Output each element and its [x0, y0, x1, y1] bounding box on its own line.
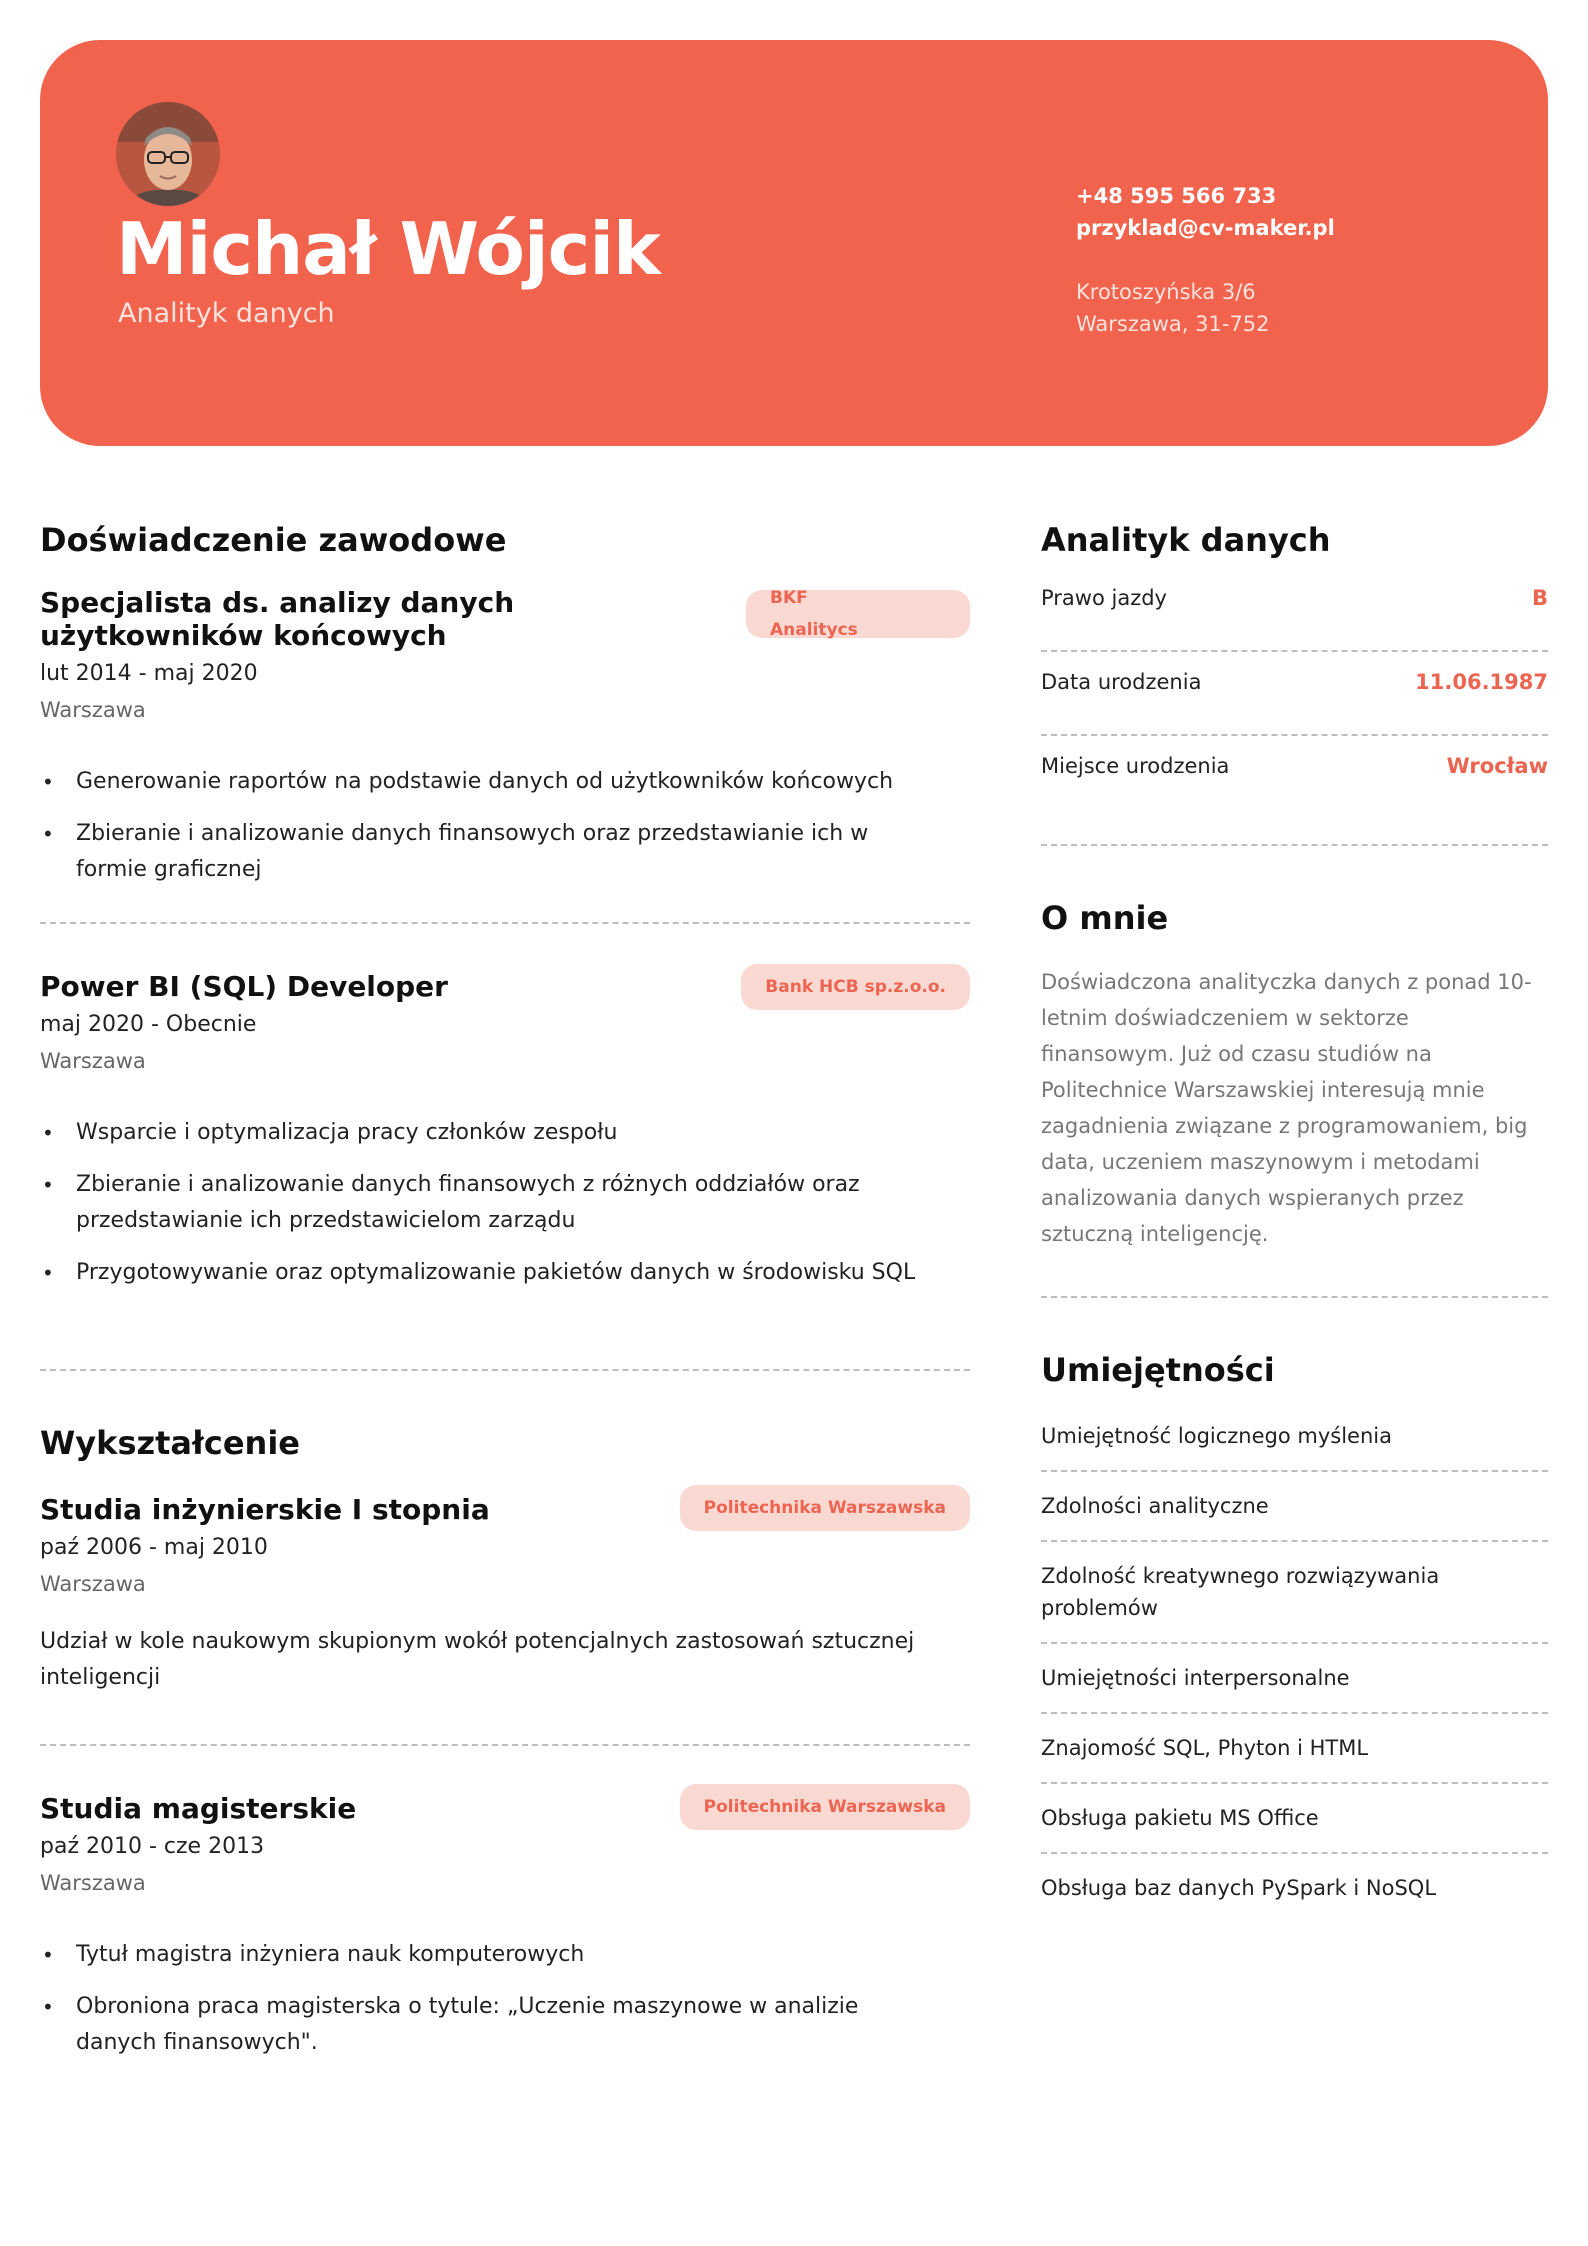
job-dates: lut 2014 - maj 2020 — [40, 661, 258, 686]
education-place: Warszawa — [40, 1572, 146, 1596]
school-badge: Politechnika Warszawska — [680, 1485, 970, 1531]
skill-item: Obsługa baz danych PySpark i NoSQL — [1041, 1876, 1437, 1900]
list-item: • Zbieranie i analizowanie danych finansowych z różnych oddziałów oraz przedstawianie ich przedstawicielom zarządu — [40, 1167, 970, 1239]
info-label: Miejsce urodzenia — [1041, 754, 1230, 778]
education-bullets — [40, 1937, 970, 2061]
school-badge: Politechnika Warszawska — [680, 1784, 970, 1830]
list-item: • Generowanie raportów na podstawie danych od użytkowników końcowych — [40, 764, 970, 800]
info-row — [1041, 736, 1548, 846]
avatar — [116, 102, 220, 206]
job-title: Specjalista ds. analizy danych użytkowników końcowych — [40, 586, 515, 652]
education-place: Warszawa — [40, 1871, 146, 1895]
education-entry — [40, 1493, 970, 1696]
divider — [40, 922, 970, 924]
company-badge: BKF Analitycs — [746, 590, 970, 638]
education-title: Studia magisterskie — [40, 1792, 357, 1825]
experience-section-title: Doświadczenie zawodowe — [40, 521, 507, 559]
right-column — [1041, 520, 1548, 1922]
job-dates: maj 2020 - Obecnie — [40, 1012, 257, 1037]
info-value: 11.06.1987 — [1415, 670, 1548, 694]
list-item: • Wsparcie i optymalizacja pracy członków zespołu — [40, 1115, 970, 1151]
header-banner — [40, 40, 1548, 446]
about-section-title: O mnie — [1041, 899, 1169, 937]
info-label: Data urodzenia — [1041, 670, 1202, 694]
skill-item: Znajomość SQL, Phyton i HTML — [1041, 1714, 1548, 1784]
personal-info-list — [1041, 568, 1548, 846]
list-item: • Obroniona praca magisterska o tytule: „Uczenie maszynowe w analizie danych finansowych". — [40, 1989, 970, 2061]
education-section-title: Wykształcenie — [40, 1424, 300, 1462]
email-address[interactable]: przyklad@cv-maker.pl — [1076, 216, 1335, 240]
personal-section-title: Analityk danych — [1041, 521, 1331, 559]
person-name: Michał Wójcik — [116, 207, 660, 291]
job-entry — [40, 586, 970, 888]
education-title: Studia inżynierskie I stopnia — [40, 1493, 490, 1526]
divider — [1041, 1296, 1548, 1298]
job-place: Warszawa — [40, 698, 146, 722]
info-value: B — [1531, 586, 1548, 610]
about-text: Doświadczona analityczka danych z ponad 10-letnim doświadczeniem w sektorze finansowym. Już od czasu studiów na Politechnice Warszawskiej interesują mnie zagadnienia związane z programowaniem, big data, uczeniem maszynowym i metodami analizowania danych wspieranych przez sztuczną inteligencję. — [1041, 970, 1532, 1246]
education-dates: paź 2006 - maj 2010 — [40, 1535, 268, 1560]
job-entry — [40, 970, 970, 1291]
divider — [40, 1744, 970, 1746]
company-badge: Bank HCB sp.z.o.o. — [741, 964, 970, 1010]
skills-list — [1041, 1402, 1548, 1922]
address-line-2: Warszawa, 31-752 — [1076, 312, 1270, 336]
info-row — [1041, 568, 1548, 652]
education-dates: paź 2010 - cze 2013 — [40, 1834, 265, 1859]
divider — [40, 1369, 970, 1371]
info-row — [1041, 652, 1548, 736]
education-entry — [40, 1792, 970, 2061]
skills-section-title: Umiejętności — [1041, 1351, 1275, 1389]
left-column — [40, 520, 970, 2077]
person-role: Analityk danych — [118, 298, 335, 329]
skill-item: Zdolności analityczne — [1041, 1472, 1548, 1542]
skill-item: Obsługa pakietu MS Office — [1041, 1784, 1548, 1854]
skill-item: Zdolność kreatywnego rozwiązywania problemów — [1041, 1542, 1548, 1644]
info-value: Wrocław — [1446, 754, 1548, 778]
contact-block — [1076, 180, 1335, 340]
avatar-photo — [116, 102, 220, 206]
address-line-1: Krotoszyńska 3/6 — [1076, 280, 1256, 304]
job-bullets — [40, 1115, 970, 1291]
phone-number[interactable]: +48 595 566 733 — [1076, 184, 1277, 208]
list-item: • Przygotowywanie oraz optymalizowanie pakietów danych w środowisku SQL — [40, 1255, 970, 1291]
skill-item: Umiejętności interpersonalne — [1041, 1644, 1548, 1714]
education-description: Udział w kole naukowym skupionym wokół potencjalnych zastosowań sztucznej inteligencji — [40, 1629, 915, 1690]
job-bullets — [40, 764, 970, 888]
list-item: • Zbieranie i analizowanie danych finansowych oraz przedstawianie ich w formie graficznej — [40, 816, 970, 888]
skill-item: Umiejętność logicznego myślenia — [1041, 1402, 1548, 1472]
list-item: • Tytuł magistra inżyniera nauk komputerowych — [40, 1937, 970, 1973]
job-title: Power BI (SQL) Developer — [40, 970, 448, 1003]
job-place: Warszawa — [40, 1049, 146, 1073]
info-label: Prawo jazdy — [1041, 586, 1167, 610]
